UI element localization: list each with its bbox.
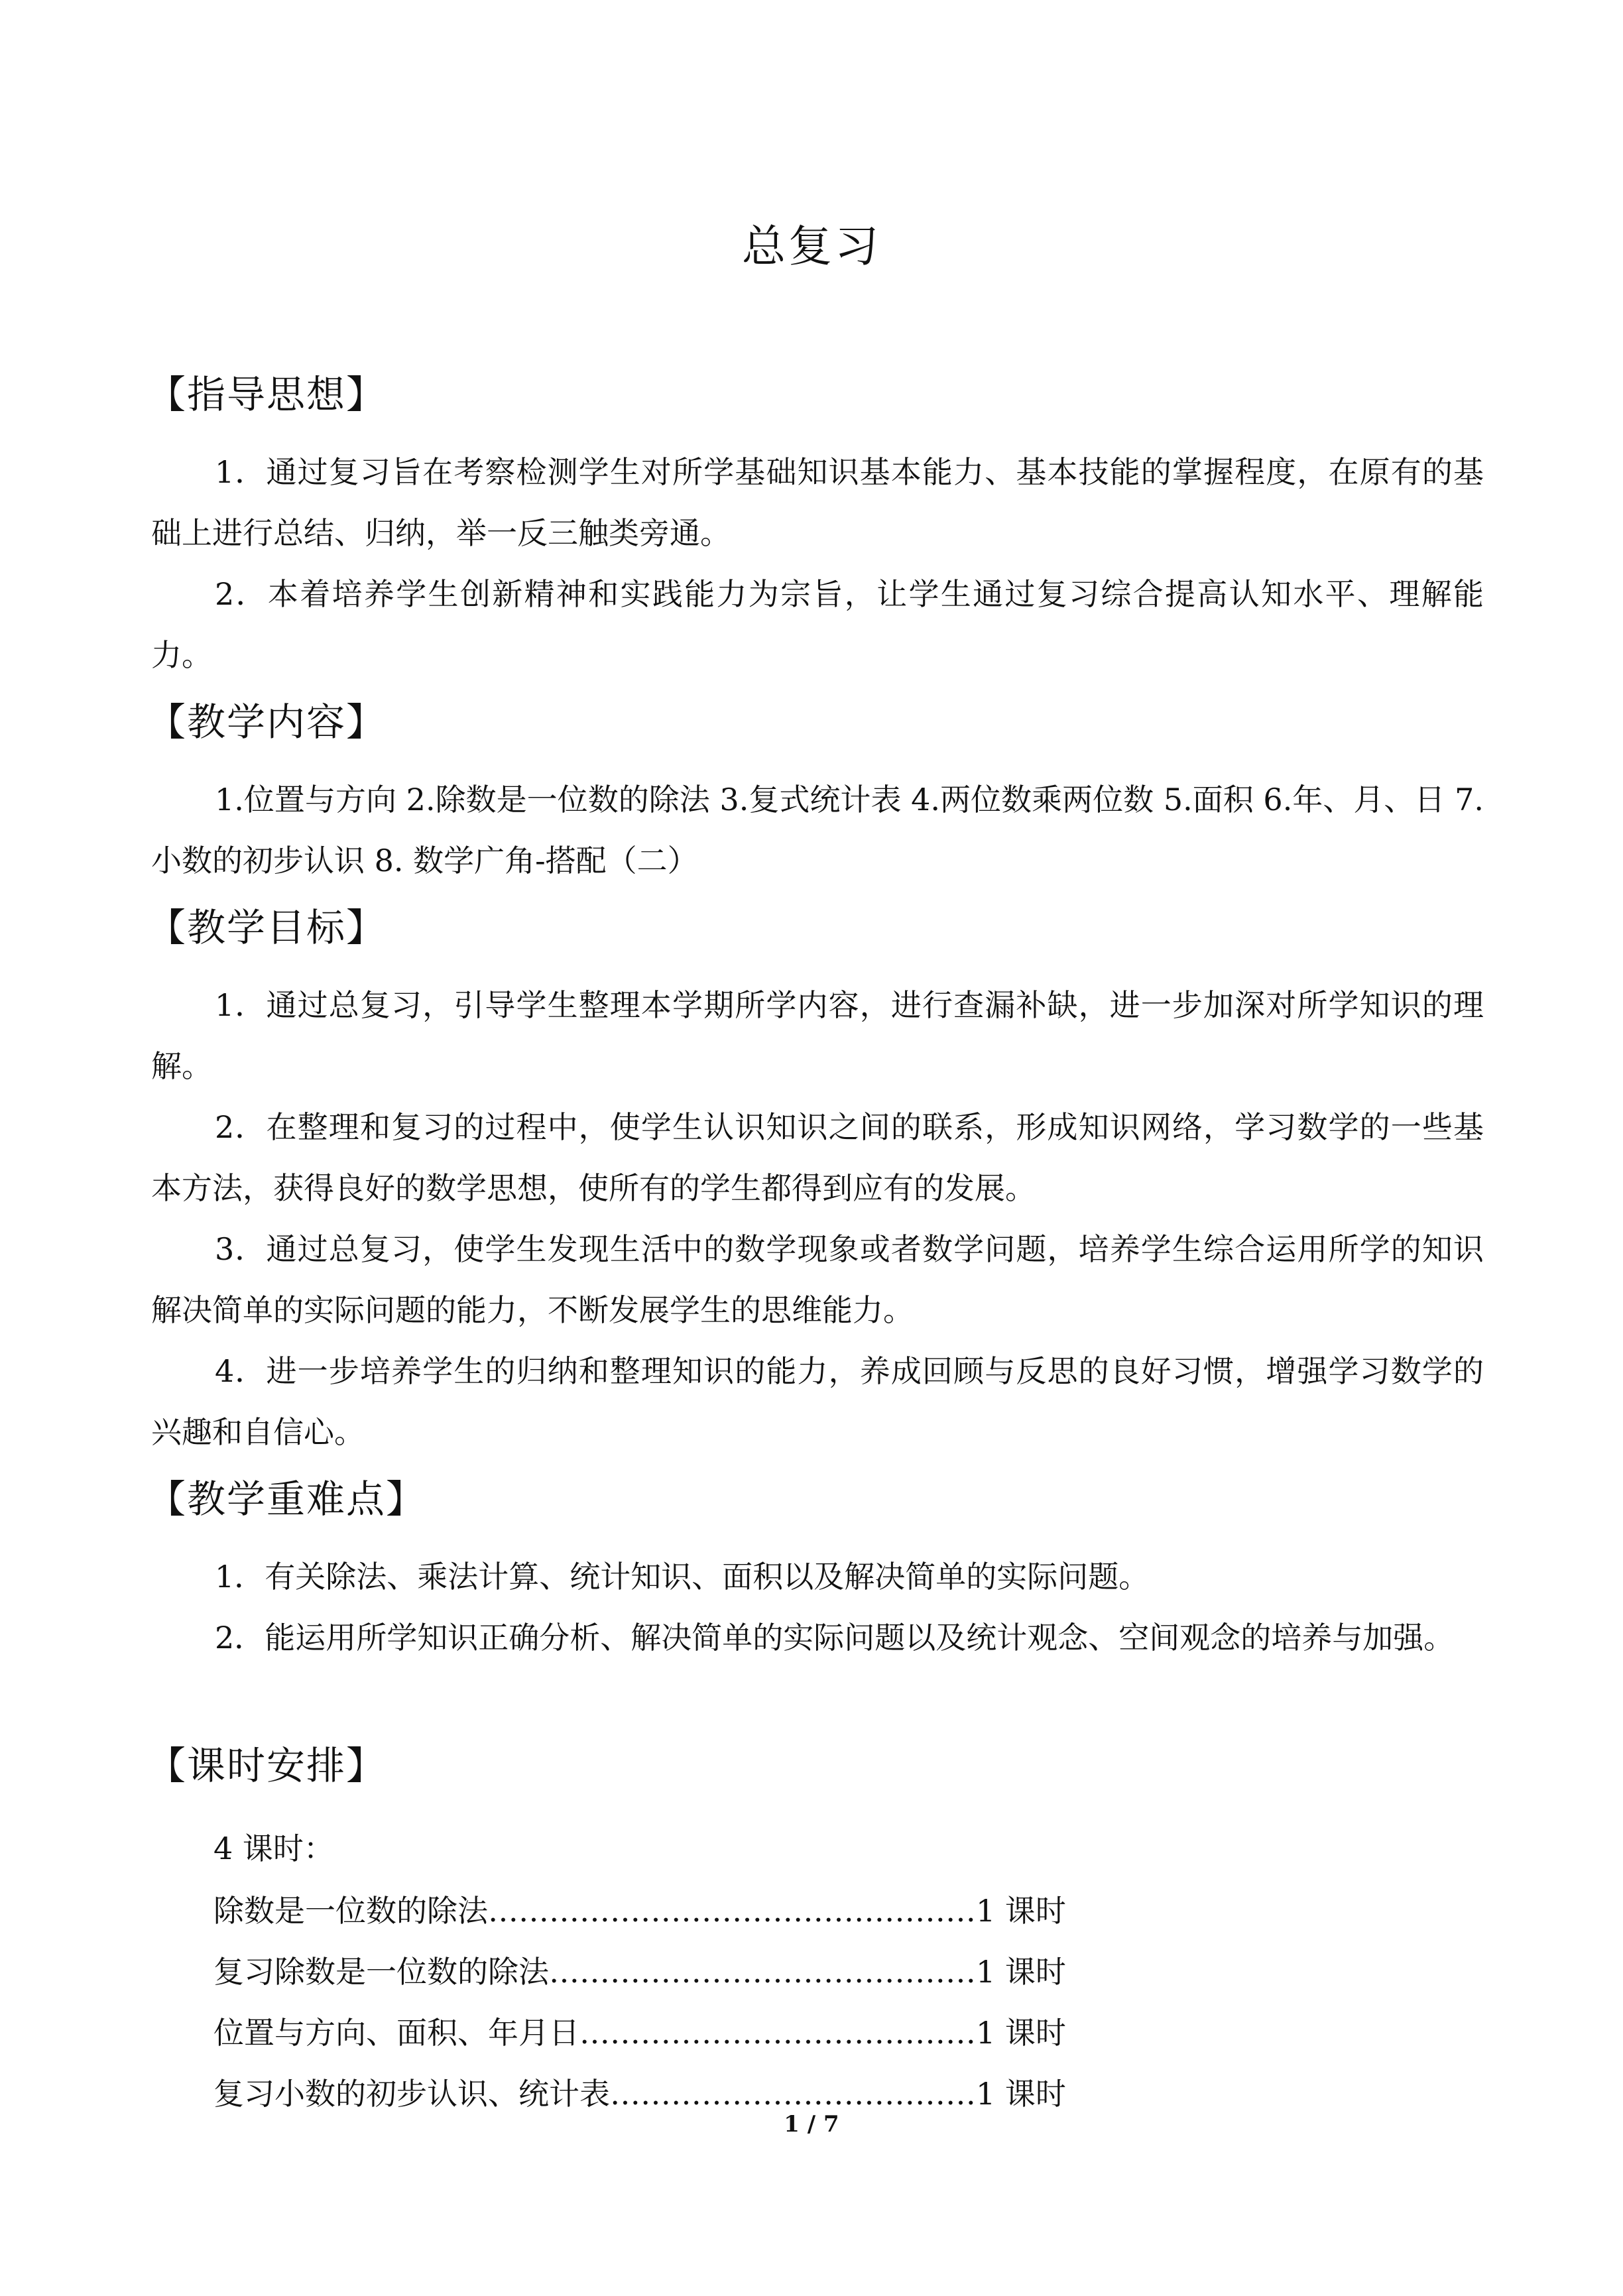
section-heading-schedule: 【课时安排】 xyxy=(147,1743,387,1788)
goals-paragraph-2: 2．在整理和复习的过程中，使学生认识知识之间的联系，形成知识网络，学习数学的一些基本方法，获得良好的数学思想，使所有的学生都得到应有的发展。 xyxy=(151,1109,1484,1206)
schedule-item-leader: ……………………………… xyxy=(610,2076,976,2112)
schedule-item-leader: …………………………………… xyxy=(549,1954,976,1990)
schedule-item-leader: ………………………………………… xyxy=(488,1893,976,1929)
keypoints-paragraph-1: 1．有关除法、乘法计算、统计知识、面积以及解决简单的实际问题。 xyxy=(215,1559,1150,1595)
section-heading-content: 【教学内容】 xyxy=(147,699,387,745)
schedule-item-hours: 1 课时 xyxy=(976,2015,1066,2051)
content-paragraph-1: 1.位置与方向 2.除数是一位数的除法 3.复式统计表 4.两位数乘两位数 5.面积 6.年、月、日 7. 小数的初步认识 8. 数学广角-搭配（二） xyxy=(151,782,1484,878)
page-title: 总复习 xyxy=(742,221,881,272)
schedule-item-label: 复习除数是一位数的除法 xyxy=(213,1954,549,1990)
section-heading-goals: 【教学目标】 xyxy=(147,905,387,950)
schedule-item-leader: ………………………………… xyxy=(579,2015,976,2051)
schedule-item xyxy=(213,2070,1066,2114)
page-number: 1 / 7 xyxy=(784,2111,839,2138)
schedule-item-hours: 1 课时 xyxy=(976,1893,1066,1929)
section-heading-guiding: 【指导思想】 xyxy=(147,372,387,417)
schedule-item xyxy=(213,2009,1066,2053)
guiding-paragraph-2: 2．本着培养学生创新精神和实践能力为宗旨，让学生通过复习综合提高认知水平、理解能力。 xyxy=(151,576,1484,673)
keypoints-paragraph-2: 2．能运用所学知识正确分析、解决简单的实际问题以及统计观念、空间观念的培养与加强。 xyxy=(215,1620,1455,1656)
schedule-item-hours: 1 课时 xyxy=(976,1954,1066,1990)
schedule-item xyxy=(213,1887,1066,1931)
schedule-item-hours: 1 课时 xyxy=(976,2076,1066,2112)
schedule-item-label: 位置与方向、面积、年月日 xyxy=(213,2015,579,2051)
goals-paragraph-4: 4．进一步培养学生的归纳和整理知识的能力，养成回顾与反思的良好习惯，增强学习数学的兴趣和自信心。 xyxy=(151,1353,1484,1450)
goals-paragraph-1: 1．通过总复习，引导学生整理本学期所学内容，进行查漏补缺，进一步加深对所学知识的理解。 xyxy=(151,987,1484,1084)
schedule-item-label: 复习小数的初步认识、统计表 xyxy=(213,2076,610,2112)
schedule-item-label: 除数是一位数的除法 xyxy=(213,1893,488,1929)
section-heading-keypoints: 【教学重难点】 xyxy=(147,1477,426,1522)
goals-paragraph-3: 3．通过总复习，使学生发现生活中的数学现象或者数学问题，培养学生综合运用所学的知识解决简单的实际问题的能力，不断发展学生的思维能力。 xyxy=(151,1231,1484,1328)
guiding-paragraph-1: 1．通过复习旨在考察检测学生对所学基础知识基本能力、基本技能的掌握程度，在原有的基础上进行总结、归纳，举一反三触类旁通。 xyxy=(151,454,1484,551)
schedule-total: 4 课时： xyxy=(213,1831,334,1866)
schedule-item xyxy=(213,1948,1066,1992)
